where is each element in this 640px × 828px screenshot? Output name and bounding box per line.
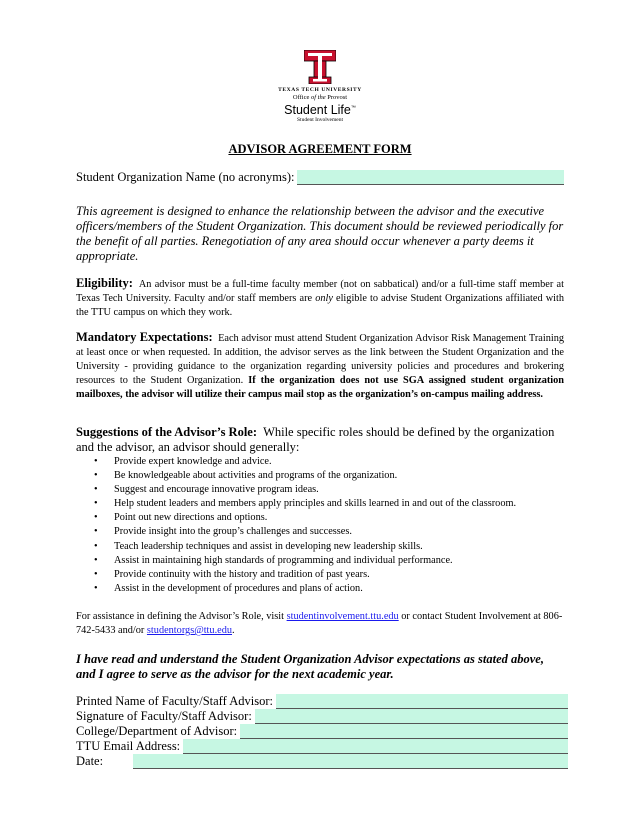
list-item: • Provide continuity with the history and tradition of past years. [114, 568, 564, 582]
role-list [76, 455, 564, 596]
printed-name-label: Printed Name of Faculty/Staff Advisor: [76, 694, 273, 708]
logo-department: Student Life™ [284, 103, 356, 118]
list-item: • Be knowledgeable about activities and programs of the organization. [114, 469, 564, 483]
signature-row [76, 709, 568, 724]
eligibility-heading: Eligibility: [76, 276, 133, 290]
signature-label: Signature of Faculty/Staff Advisor: [76, 709, 252, 723]
list-item: • Assist in maintaining high standards of programming and individual performance. [114, 554, 564, 568]
form-title: ADVISOR AGREEMENT FORM [228, 142, 412, 156]
printed-name-row [76, 694, 568, 709]
list-item: • Provide expert knowledge and advice. [114, 455, 564, 469]
suggestions-heading: Suggestions of the Advisor’s Role: [76, 425, 258, 439]
org-name-row [76, 170, 564, 185]
email-field[interactable] [183, 739, 568, 754]
logo-subdepartment: Student Involvement [297, 117, 343, 124]
list-item: • Suggest and encourage innovative program ideas. [114, 483, 564, 497]
list-item: • Point out new directions and options. [114, 511, 564, 525]
college-department-field[interactable] [240, 724, 568, 739]
list-item: • Assist in the development of procedures and plans of action. [114, 582, 564, 596]
student-involvement-link[interactable]: studentinvolvement.ttu.edu [286, 611, 399, 622]
org-name-label: Student Organization Name (no acronyms): [76, 170, 295, 184]
agreement-statement: I have read and understand the Student Organization Advisor expectations as stated above, and I agree to serve as the advisor for the next academic year. [76, 652, 544, 681]
org-name-field[interactable] [297, 170, 564, 185]
assistance-paragraph: For assistance in defining the Advisor’s Role, visit studentinvolvement.ttu.edu or contact Student Involvement at 806-742-5433 and/or studentorgs@ttu.edu. [76, 611, 563, 636]
college-department-label: College/Department of Advisor: [76, 724, 238, 738]
suggestions-section [76, 425, 564, 596]
date-field[interactable] [133, 754, 568, 769]
list-item: • Provide insight into the group’s challenges and successes. [114, 525, 564, 539]
printed-name-field[interactable] [276, 694, 568, 709]
email-row [76, 739, 568, 754]
ttu-logo [258, 50, 382, 124]
studentorgs-email-link[interactable]: studentorgs@ttu.edu [146, 625, 233, 636]
signature-field[interactable] [255, 709, 568, 724]
signature-block [76, 694, 564, 769]
date-label: Date: [76, 754, 104, 768]
suggestions-intro: Suggestions of the Advisor’s Role: While specific roles should be defined by the organization and the advisor, an advisor should generally: [76, 425, 555, 454]
mandatory-heading: Mandatory Expectations: [76, 330, 213, 344]
email-label: TTU Email Address: [76, 739, 181, 753]
college-department-row [76, 724, 568, 739]
intro-paragraph: This agreement is designed to enhance the relationship between the advisor and the executive officers/members of the Student Organization. This document should be reviewed periodically for the benefit of all parties. Renegotiation of any area should occur whenever a party deems it appropriate. [76, 204, 564, 263]
list-item: • Teach leadership techniques and assist in developing new leadership skills. [114, 540, 564, 554]
list-item: • Help student leaders and members apply principles and skills learned in and out of the classroom. [114, 497, 564, 511]
double-t-icon [304, 50, 336, 84]
mandatory-paragraph: Mandatory Expectations: Each advisor must attend Student Organization Advisor Risk Management Training at least once or when requested. In addition, the advisor serves as the link between the Student Organization and the University - providing guidance to the organization regarding university policies and procedures and brokering resources to the Student Organization. If the organization does not use SGA assigned student organization mailboxes, the advisor will utilize their campus mail stop as the organization’s on-campus mailing address. [76, 330, 565, 400]
logo-office: Office of the Provost [292, 94, 348, 101]
logo-university: TEXAS TECH UNIVERSITY [278, 87, 362, 93]
eligibility-paragraph: Eligibility: An advisor must be a full-time faculty member (not on sabbatical) and/or a full-time staff member at Texas Tech University. Faculty and/or staff members are only eligible to advise Student Organizations affiliated with the TTU campus on which they work. [76, 276, 564, 318]
date-row [76, 754, 568, 769]
